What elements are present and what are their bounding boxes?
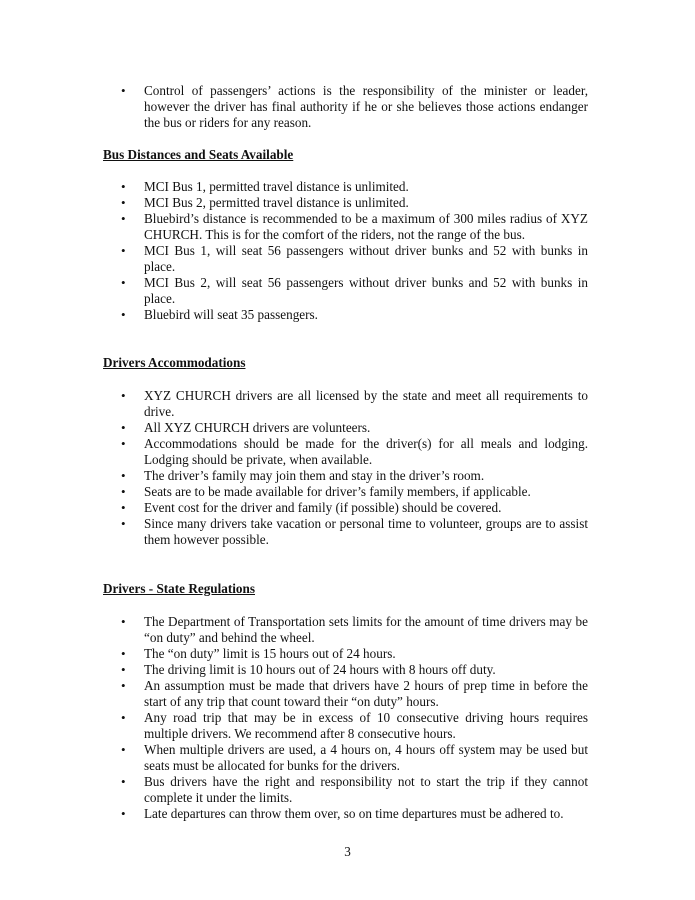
bullet-icon: • xyxy=(121,614,126,629)
list-item: • MCI Bus 1, will seat 56 passengers without driver bunks and 52 with bunks in place. xyxy=(121,243,588,274)
bullet-icon: • xyxy=(121,243,126,258)
list-item: • Bluebird’s distance is recommended to be a maximum of 300 miles radius of XYZ CHURCH. This is for the comfort of the riders, not the range of the bus. xyxy=(121,211,588,242)
bullet-icon: • xyxy=(121,307,126,322)
state-regulations-list xyxy=(0,614,695,822)
bullet-icon: • xyxy=(121,179,126,194)
list-item: • An assumption must be made that drivers have 2 hours of prep time in before the start of any trip that count toward their “on duty” hours. xyxy=(121,678,588,709)
bullet-icon: • xyxy=(121,662,126,677)
bullet-icon: • xyxy=(121,436,126,451)
list-item: • MCI Bus 2, will seat 56 passengers without driver bunks and 52 with bunks in place. xyxy=(121,275,588,306)
bullet-icon: • xyxy=(121,468,126,483)
bus-distances-list xyxy=(0,179,695,323)
bullet-icon: • xyxy=(121,806,126,821)
section-heading-drivers-accommodations: Drivers Accommodations xyxy=(103,355,246,370)
list-item: • Since many drivers take vacation or personal time to volunteer, groups are to assist them however possible. xyxy=(121,516,588,547)
bullet-icon: • xyxy=(121,211,126,226)
list-item: • Seats are to be made available for driver’s family members, if applicable. xyxy=(121,484,531,499)
section-heading-bus-distances: Bus Distances and Seats Available xyxy=(103,147,294,162)
list-item: • Bus drivers have the right and responsibility not to start the trip if they cannot complete it under the limits. xyxy=(121,774,588,805)
list-item: • The “on duty” limit is 15 hours out of 24 hours. xyxy=(121,646,396,661)
intro-bullet-list xyxy=(0,83,695,131)
list-item: • Accommodations should be made for the driver(s) for all meals and lodging. Lodging should be private, when available. xyxy=(121,436,588,467)
bullet-icon: • xyxy=(121,710,126,725)
list-item: • Bluebird will seat 35 passengers. xyxy=(121,307,318,322)
bullet-icon: • xyxy=(121,420,126,435)
list-item: • MCI Bus 1, permitted travel distance is unlimited. xyxy=(121,179,409,194)
list-item: • Event cost for the driver and family (if possible) should be covered. xyxy=(121,500,502,515)
bullet-icon: • xyxy=(121,388,126,403)
page-number: 3 xyxy=(344,844,351,859)
list-item: • The Department of Transportation sets limits for the amount of time drivers may be “on duty” and behind the wheel. xyxy=(121,614,588,645)
list-item: • The driver’s family may join them and stay in the driver’s room. xyxy=(121,468,485,483)
list-item: • XYZ CHURCH drivers are all licensed by the state and meet all requirements to drive. xyxy=(121,388,588,419)
list-item: • Any road trip that may be in excess of 10 consecutive driving hours requires multiple drivers. We recommend after 8 consecutive hours. xyxy=(121,710,588,741)
bullet-icon: • xyxy=(121,774,126,789)
bullet-icon: • xyxy=(121,500,126,515)
section-heading-state-regulations: Drivers - State Regulations xyxy=(103,581,255,596)
list-item: • All XYZ CHURCH drivers are volunteers. xyxy=(121,420,371,435)
bullet-icon: • xyxy=(121,195,126,210)
bullet-icon: • xyxy=(121,678,126,693)
list-item: • MCI Bus 2, permitted travel distance is unlimited. xyxy=(121,195,409,210)
bullet-icon: • xyxy=(121,484,126,499)
drivers-accommodations-list xyxy=(0,388,695,548)
list-item: • When multiple drivers are used, a 4 hours on, 4 hours off system may be used but seats must be allocated for bunks for the drivers. xyxy=(121,742,588,773)
bullet-icon: • xyxy=(121,516,126,531)
bullet-icon: • xyxy=(121,742,126,757)
bullet-icon: • xyxy=(121,646,126,661)
bullet-icon: • xyxy=(121,83,126,98)
list-item: • Control of passengers’ actions is the responsibility of the minister or leader, however the driver has final authority if he or she believes those actions endanger the bus or riders for any reason. xyxy=(121,83,588,130)
bullet-icon: • xyxy=(121,275,126,290)
list-item: • Late departures can throw them over, so on time departures must be adhered to. xyxy=(121,806,564,821)
list-item: • The driving limit is 10 hours out of 24 hours with 8 hours off duty. xyxy=(121,662,496,677)
